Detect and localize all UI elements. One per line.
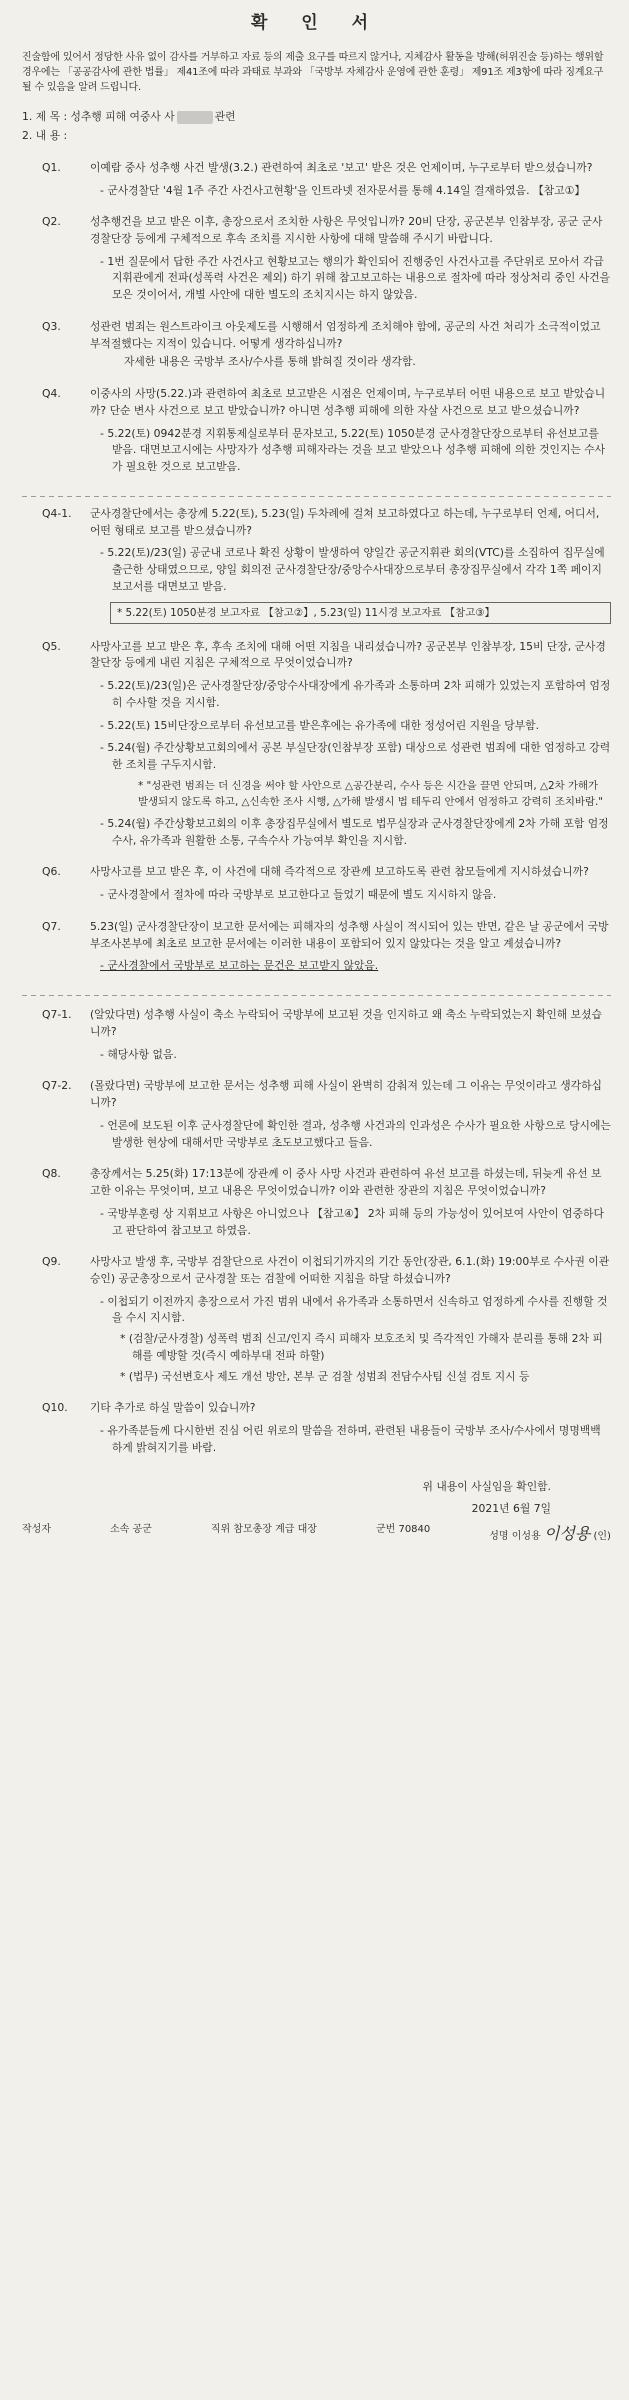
question-number: Q7.: [42, 919, 61, 933]
qa-block-q6: [22, 864, 611, 903]
qa-block-q7-1: [22, 1007, 611, 1063]
signature-date: 2021년 6월 7일: [471, 1502, 551, 1516]
question-number: Q4-1.: [42, 506, 72, 520]
answer-text: - 5.22(토) 15비단장으로부터 유선보고를 받은후에는 유가족에 대한 정성어린 지원을 당부함.: [100, 718, 540, 732]
qa-block-q1: [22, 160, 611, 199]
question-number: Q7-1.: [42, 1008, 72, 1022]
answer-subitem: * (검찰/군사경찰) 성폭력 범죄 신고/인지 즉시 피해자 보호조치 및 즉각적인 가해자 분리를 통해 2차 피해를 예방할 것(즉시 예하부대 전파 하할): [120, 1332, 603, 1362]
answer-text: - 유가족분들께 다시한번 진심 어린 위로의 말씀을 전하며, 관련된 내용들이 국방부 조사/수사에서 명명백백하게 밝혀지기를 바람.: [100, 1424, 601, 1454]
question-number: Q4.: [42, 387, 61, 401]
question-number: Q2.: [42, 215, 61, 229]
qa-block-q8: [22, 1166, 611, 1239]
answer-text: - 5.24(월) 주간상황보고회의에서 공본 부실단장(인참부장 포함) 대상으로 성관련 범죄에 대한 엄정하고 강력한 조치를 구두지시함.: [100, 741, 611, 772]
answer-text: - 5.24(월) 주간상황보고회의 이후 총장집무실에서 별도로 법무실장과 군사경찰단장에게 2차 가해 포함 엄정수사, 유가족과 원활한 소통, 구속수사 가능여부 확인을 지시함.: [100, 817, 609, 847]
answer-text: - 1번 질문에서 답한 주간 사건사고 현황보고는 행의가 확인되어 진행중인 사건사고를 주단위로 모아서 각급지휘관에게 전파(성폭력 사건은 제외) 하기 위해 참고보고하는 내용으로 절차에 따라 정상처리 중인 사건을 모은 것이어서, 개별 사안에 대한 별도의 조치지시는 하지 않았음.: [100, 254, 611, 302]
answer-text: - 5.22(토) 0942분경 지휘통제실로부터 문자보고, 5.22(토) 1050분경 군사경찰단장으로부터 유선보고를 받음. 대면보고시에는 사망자가 성추행 피해자라는 것을 보고 받았으나 성추행 피해에 의한 것인지는 수사가 필요한 것으로 보고받음.: [100, 426, 606, 474]
qa-block-q9: [22, 1254, 611, 1385]
qa-block-q2: [22, 214, 611, 304]
question-text: 총장께서는 5.25(화) 17:13분에 장관께 이 중사 사망 사건과 관련하여 유선 보고를 하셨는데, 뒤늦게 유선 보고한 이유는 무엇이며, 보고 내용은 무엇이었습니까? 이와 관련한 장관의 지침은 무엇이었습니까?: [90, 1167, 602, 1198]
subject-suffix: 관련: [214, 110, 236, 124]
question-text: 사망사고를 보고 받은 후, 후속 조치에 대해 어떤 지침을 내리셨습니까? 공군본부 인참부장, 15비 단장, 군사경찰단장 등에게 내린 지침은 구체적으로 무엇이었습니까?: [90, 639, 606, 670]
question-text: 사망사고를 보고 받은 후, 이 사건에 대해 즉각적으로 장관께 보고하도록 관련 참모들에게 지시하셨습니까?: [90, 865, 589, 879]
question-text: (몰랐다면) 국방부에 보고한 문서는 성추행 피해 사실이 완벽히 감춰져 있는데 그 이유는 무엇이라고 생각하십니까?: [90, 1079, 602, 1110]
reference-box: * 5.22(토) 1050분경 보고자료 【참고②】, 5.23(일) 11시경 보고자료 【참고③】: [110, 602, 611, 624]
answer-note: * "성관련 범죄는 더 신경을 써야 할 사안으로 △공간분리, 수사 등은 시간을 끌면 안되며, △2차 가해가 발생되지 않도록 하고, △신속한 조사 시행, △가해 발생시 법 테두리 안에서 엄정하고 강력히 조치바람.": [138, 779, 604, 808]
answer-text-cont: 2차 피해 등의 가능성이 있어보여 사안이 엄중하다고 판단하여 참고보고 하였음.: [112, 1206, 604, 1237]
question-number: Q9.: [42, 1255, 61, 1269]
question-text: 이중사의 사망(5.22.)과 관련하여 최초로 보고받은 시점은 언제이며, 누구로부터 어떤 내용으로 보고 받았습니까? 단순 변사 사건으로 보고 받았습니까? 아니면 성추행 피해에 의한 자살 사건으로 보고 받으셨습니까?: [90, 387, 606, 417]
answer-text: - 5.22(토)/23(일) 공군내 코로나 확진 상황이 발생하여 양일간 공군지휘관 회의(VTC)를 소집하여 집무실에 출근한 상태였으므로, 양일 회의전 군사경찰단장/중앙수사대장으로부터 총장집무실에서 각각 1쪽 페이지 보고서를 대면보고 받음.: [100, 546, 605, 593]
question-text: (알았다면) 성추행 사실이 축소 누락되어 국방부에 보고된 것을 인지하고 왜 축소 누락되었는지 확인해 보셨습니까?: [90, 1008, 602, 1038]
question-number: Q8.: [42, 1167, 61, 1181]
answer-text: - 5.22(토)/23(일)은 군사경찰단장/중앙수사대장에게 유가족과 소통하며 2차 피해가 있었는지 포함하여 엄정히 수사할 것을 지시함.: [100, 679, 611, 709]
seal-mark: (인): [593, 1531, 611, 1543]
answer-text: - 해당사항 없음.: [100, 1047, 177, 1061]
question-text: 군사경찰단에서는 총장께 5.22(토), 5.23(일) 두차례에 걸쳐 보고하였다고 하는데, 누구로부터 언제, 어디서, 어떤 형태로 보고를 받으셨습니까?: [90, 506, 600, 537]
qa-block-q3: [22, 319, 611, 371]
question-text: 5.23(일) 군사경찰단장이 보고한 문서에는 피해자의 성추행 사실이 적시되어 있는 반면, 같은 날 공군에서 국방부조사본부에 최초로 보고한 문서에는 이러한 내용이 포함되어 있지 않았다는 것을 알고 계셨습니까?: [90, 919, 609, 950]
question-text: 이예람 중사 성추행 사건 발생(3.2.) 관련하여 최초로 '보고' 받은 것은 언제이며, 누구로부터 받으셨습니까?: [90, 160, 593, 174]
answer-text: - 군사경찰에서 국방부로 보고하는 문건은 보고받지 않았음.: [100, 959, 379, 973]
legal-notice: 진술함에 있어서 정당한 사유 없이 감사를 거부하고 자료 등의 제출 요구를 따르지 않거나, 지체감사 활동을 방해(허위진술 등)하는 행위할 경우에는 「공공감사에 관한 법률」 제41조에 따라 과태료 부과와 「국방부 자체감사 운영에 관한 훈령」 제91조 제3항에 따라 징계요구될 수 있음을 알려 드립니다.: [22, 52, 604, 94]
question-number: Q5.: [42, 639, 61, 653]
document-title: 확 인 서: [250, 13, 383, 33]
service-number: 군번 70840: [375, 1524, 431, 1536]
name-field: [489, 1522, 611, 1547]
writer-label: 작성자: [22, 1524, 51, 1536]
handwritten-signature: 이성용: [543, 1524, 591, 1544]
subject-text: 1. 제 목 : 성추행 피해 여중사 사: [22, 110, 175, 124]
position-rank: 직위 참모총장 계급 대장: [210, 1524, 317, 1536]
question-number: Q1.: [42, 160, 61, 174]
page-divider: [22, 492, 611, 500]
affiliation: 소속 공군: [109, 1524, 152, 1536]
qa-block-q5: [22, 639, 611, 850]
qa-block-q7: [22, 919, 611, 975]
subject-line: [22, 109, 611, 126]
name-text: 성명 이성용: [489, 1531, 541, 1543]
signature-row: [22, 1522, 611, 1547]
question-text: 사망사고 발생 후, 국방부 검찰단으로 사건이 이첩되기까지의 기간 동안(장관, 6.1.(화) 19:00부로 수사권 이관 승인) 공군총장으로서 군사경찰 또는 검찰에 어떠한 지침을 하달 하셨습니까?: [90, 1255, 610, 1285]
answer-text: - 국방부훈령 상 지휘보고 사항은 아니었으나: [100, 1206, 309, 1220]
question-text: 기타 추가로 하실 말씀이 있습니까?: [90, 1401, 256, 1415]
page-divider: [22, 991, 611, 999]
answer-text: 자세한 내용은 국방부 조사/수사를 통해 밝혀질 것이라 생각함.: [124, 355, 416, 369]
answer-text: - 이첩되기 이전까지 총장으로서 가진 범위 내에서 유가족과 소통하면서 신속하고 엄정하게 수사를 진행할 것을 수시 지시함.: [100, 1294, 608, 1325]
confirmation-statement: 위 내용이 사실임을 확인함.: [422, 1479, 551, 1493]
redaction-block: [177, 111, 213, 124]
question-text: 성추행건을 보고 받은 이후, 총장으로서 조치한 사항은 무엇입니까? 20비 단장, 공군본부 인참부장, 공군 군사경찰단장 등에게 구체적으로 후속 조치를 지시한 사항에 대해 말씀해 주시기 바랍니다.: [90, 215, 603, 246]
answer-subitem: * (법무) 국선변호사 제도 개선 방안, 본부 군 검찰 성범죄 전담수사팀 신설 검토 지시 등: [120, 1369, 530, 1383]
answer-text: - 군사경찰단 '4월 1주 주간 사건사고현황'을 인트라넷 전자문서를 통해 4.14일 결재하였음.: [100, 183, 530, 197]
qa-block-q7-2: [22, 1078, 611, 1151]
question-text: 성관련 범죄는 원스트라이크 아웃제도를 시행해서 엄정하게 조치해야 함에, 공군의 사건 처리가 소극적이었고 부적절했다는 지적이 있습니다. 어떻게 생각하십니까?: [90, 319, 601, 350]
question-number: Q7-2.: [42, 1079, 72, 1093]
qa-block-q10: [22, 1400, 611, 1456]
question-number: Q6.: [42, 865, 61, 879]
answer-text: - 군사경찰에서 절차에 따라 국방부로 보고한다고 들었기 때문에 별도 지시하지 않음.: [100, 888, 497, 902]
question-number: Q3.: [42, 319, 61, 333]
qa-block-q4: [22, 386, 611, 476]
content-label: 2. 내 용 :: [22, 129, 68, 143]
reference-tag: 【참고①】: [532, 183, 586, 197]
reference-tag: 【참고④】: [312, 1206, 365, 1220]
question-number: Q10.: [42, 1401, 68, 1415]
qa-block-q4-1: [22, 506, 611, 624]
answer-text: - 언론에 보도된 이후 군사경찰단에 확인한 결과, 성추행 사건과의 인과성은 수사가 필요한 사항으로 당시에는 발생한 현상에 대해서만 국방부로 초도보고했다고 들음.: [100, 1118, 611, 1149]
